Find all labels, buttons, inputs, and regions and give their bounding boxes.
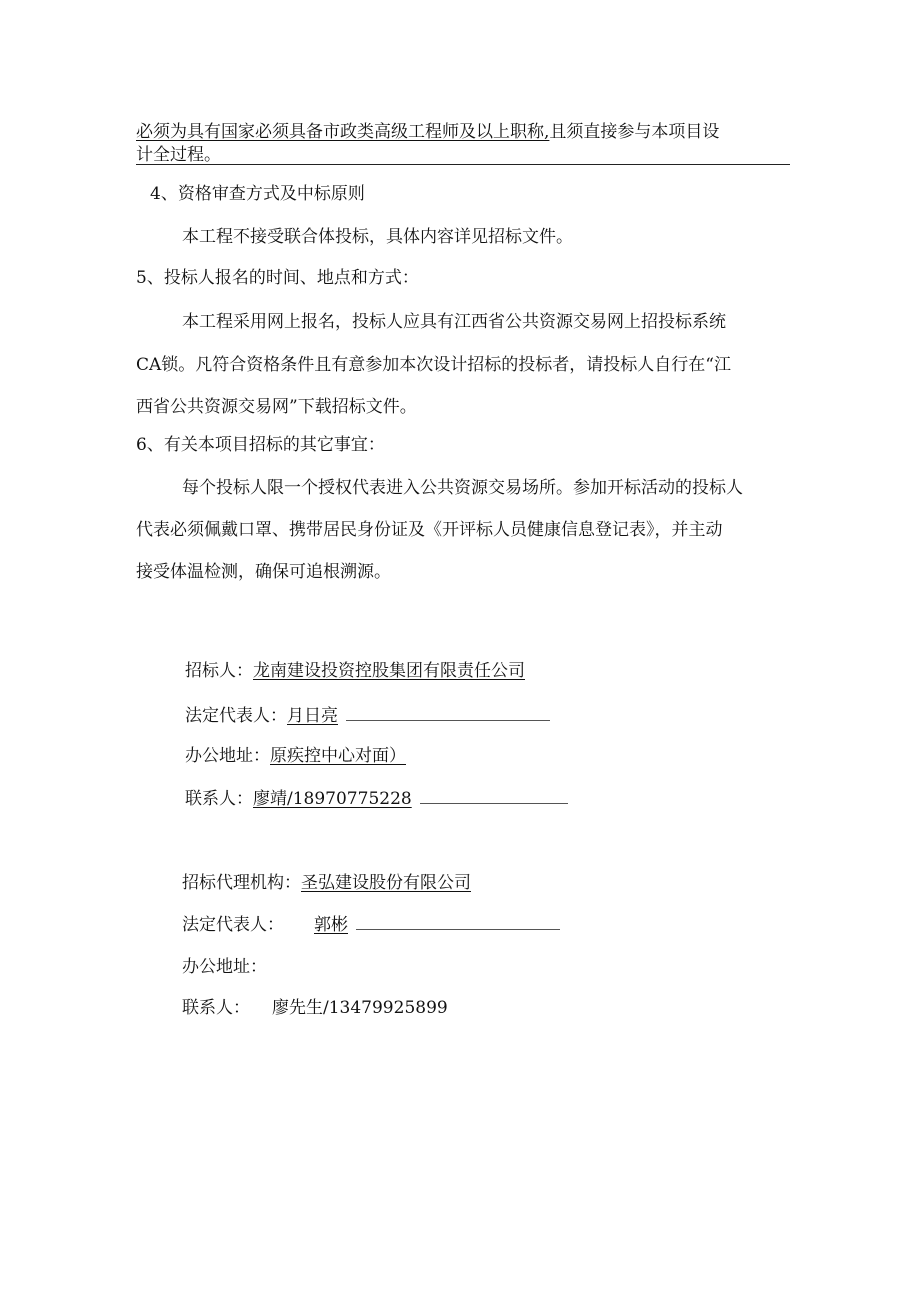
agency-rep-value: 郭彬 [314, 915, 348, 935]
agency-addr-label: 办公地址： [182, 957, 267, 977]
section-4-heading: 4、资格审查方式及中标原则 [150, 184, 365, 204]
section-5-heading: 5、投标人报名的时间、地点和方式： [136, 268, 419, 288]
tenderer-contact-blank-line [420, 786, 568, 804]
section-6-body-line-1: 每个投标人限一个授权代表进入公共资源交易场所。参加开标活动的投标人 [182, 478, 743, 498]
tenderer-contact-label: 联系人： [185, 789, 253, 809]
section-5-body-line-3: 西省公共资源交易网”下载招标文件。 [136, 397, 417, 417]
agency-contact-label: 联系人： [182, 998, 250, 1018]
agency-addr-row [182, 955, 267, 979]
agency-rep-label: 法定代表人： [182, 915, 284, 935]
tenderer-org-value: 龙南建设投资控股集团有限责任公司 [253, 661, 525, 681]
qualification-text-continued: 且须直接参与本项目设 [549, 122, 720, 142]
agency-contact-row [182, 996, 448, 1020]
section-4-body: 本工程不接受联合体投标，具体内容详见招标文件。 [182, 227, 573, 247]
section-6-body-line-2: 代表必须佩戴口罩、携带居民身份证及《开评标人员健康信息登记表》，并主动 [136, 520, 723, 540]
qualification-text-line-1 [136, 120, 790, 144]
tenderer-rep-row [185, 703, 550, 728]
agency-org-row [182, 871, 471, 895]
tenderer-contact-row [185, 786, 568, 811]
tenderer-rep-blank-line [346, 703, 550, 721]
tenderer-org-row [185, 659, 525, 683]
agency-rep-blank-line [356, 912, 560, 930]
agency-org-label: 招标代理机构： [182, 873, 301, 893]
section-6-heading: 6、有关本项目招标的其它事宜： [136, 435, 385, 455]
table-bottom-rule [136, 164, 790, 165]
tenderer-org-label: 招标人： [185, 661, 253, 681]
tenderer-rep-label: 法定代表人： [185, 706, 287, 726]
agency-contact-value: 廖先生/13479925899 [272, 998, 448, 1018]
section-5-body-line-2: CA锁。凡符合资格条件且有意参加本次设计招标的投标者，请投标人自行在“江 [136, 355, 731, 375]
tenderer-rep-value: 月日亮 [287, 706, 338, 726]
tenderer-addr-label: 办公地址： [185, 746, 270, 766]
qualification-text-line-2: 计全过程。 [136, 145, 221, 165]
tenderer-addr-row [185, 744, 406, 768]
section-5-body-line-1: 本工程采用网上报名，投标人应具有江西省公共资源交易网上招投标系统 [182, 312, 726, 332]
qualification-text-underlined: 必须为具有国家必须具备市政类高级工程师及以上职称, [136, 122, 550, 142]
tenderer-addr-value: 原疾控中心对面） [270, 746, 406, 766]
section-6-body-line-3: 接受体温检测，确保可追根溯源。 [136, 562, 391, 582]
agency-org-value: 圣弘建设股份有限公司 [301, 873, 471, 893]
agency-rep-row [182, 912, 560, 937]
tenderer-contact-value: 廖靖/18970775228 [253, 789, 412, 809]
